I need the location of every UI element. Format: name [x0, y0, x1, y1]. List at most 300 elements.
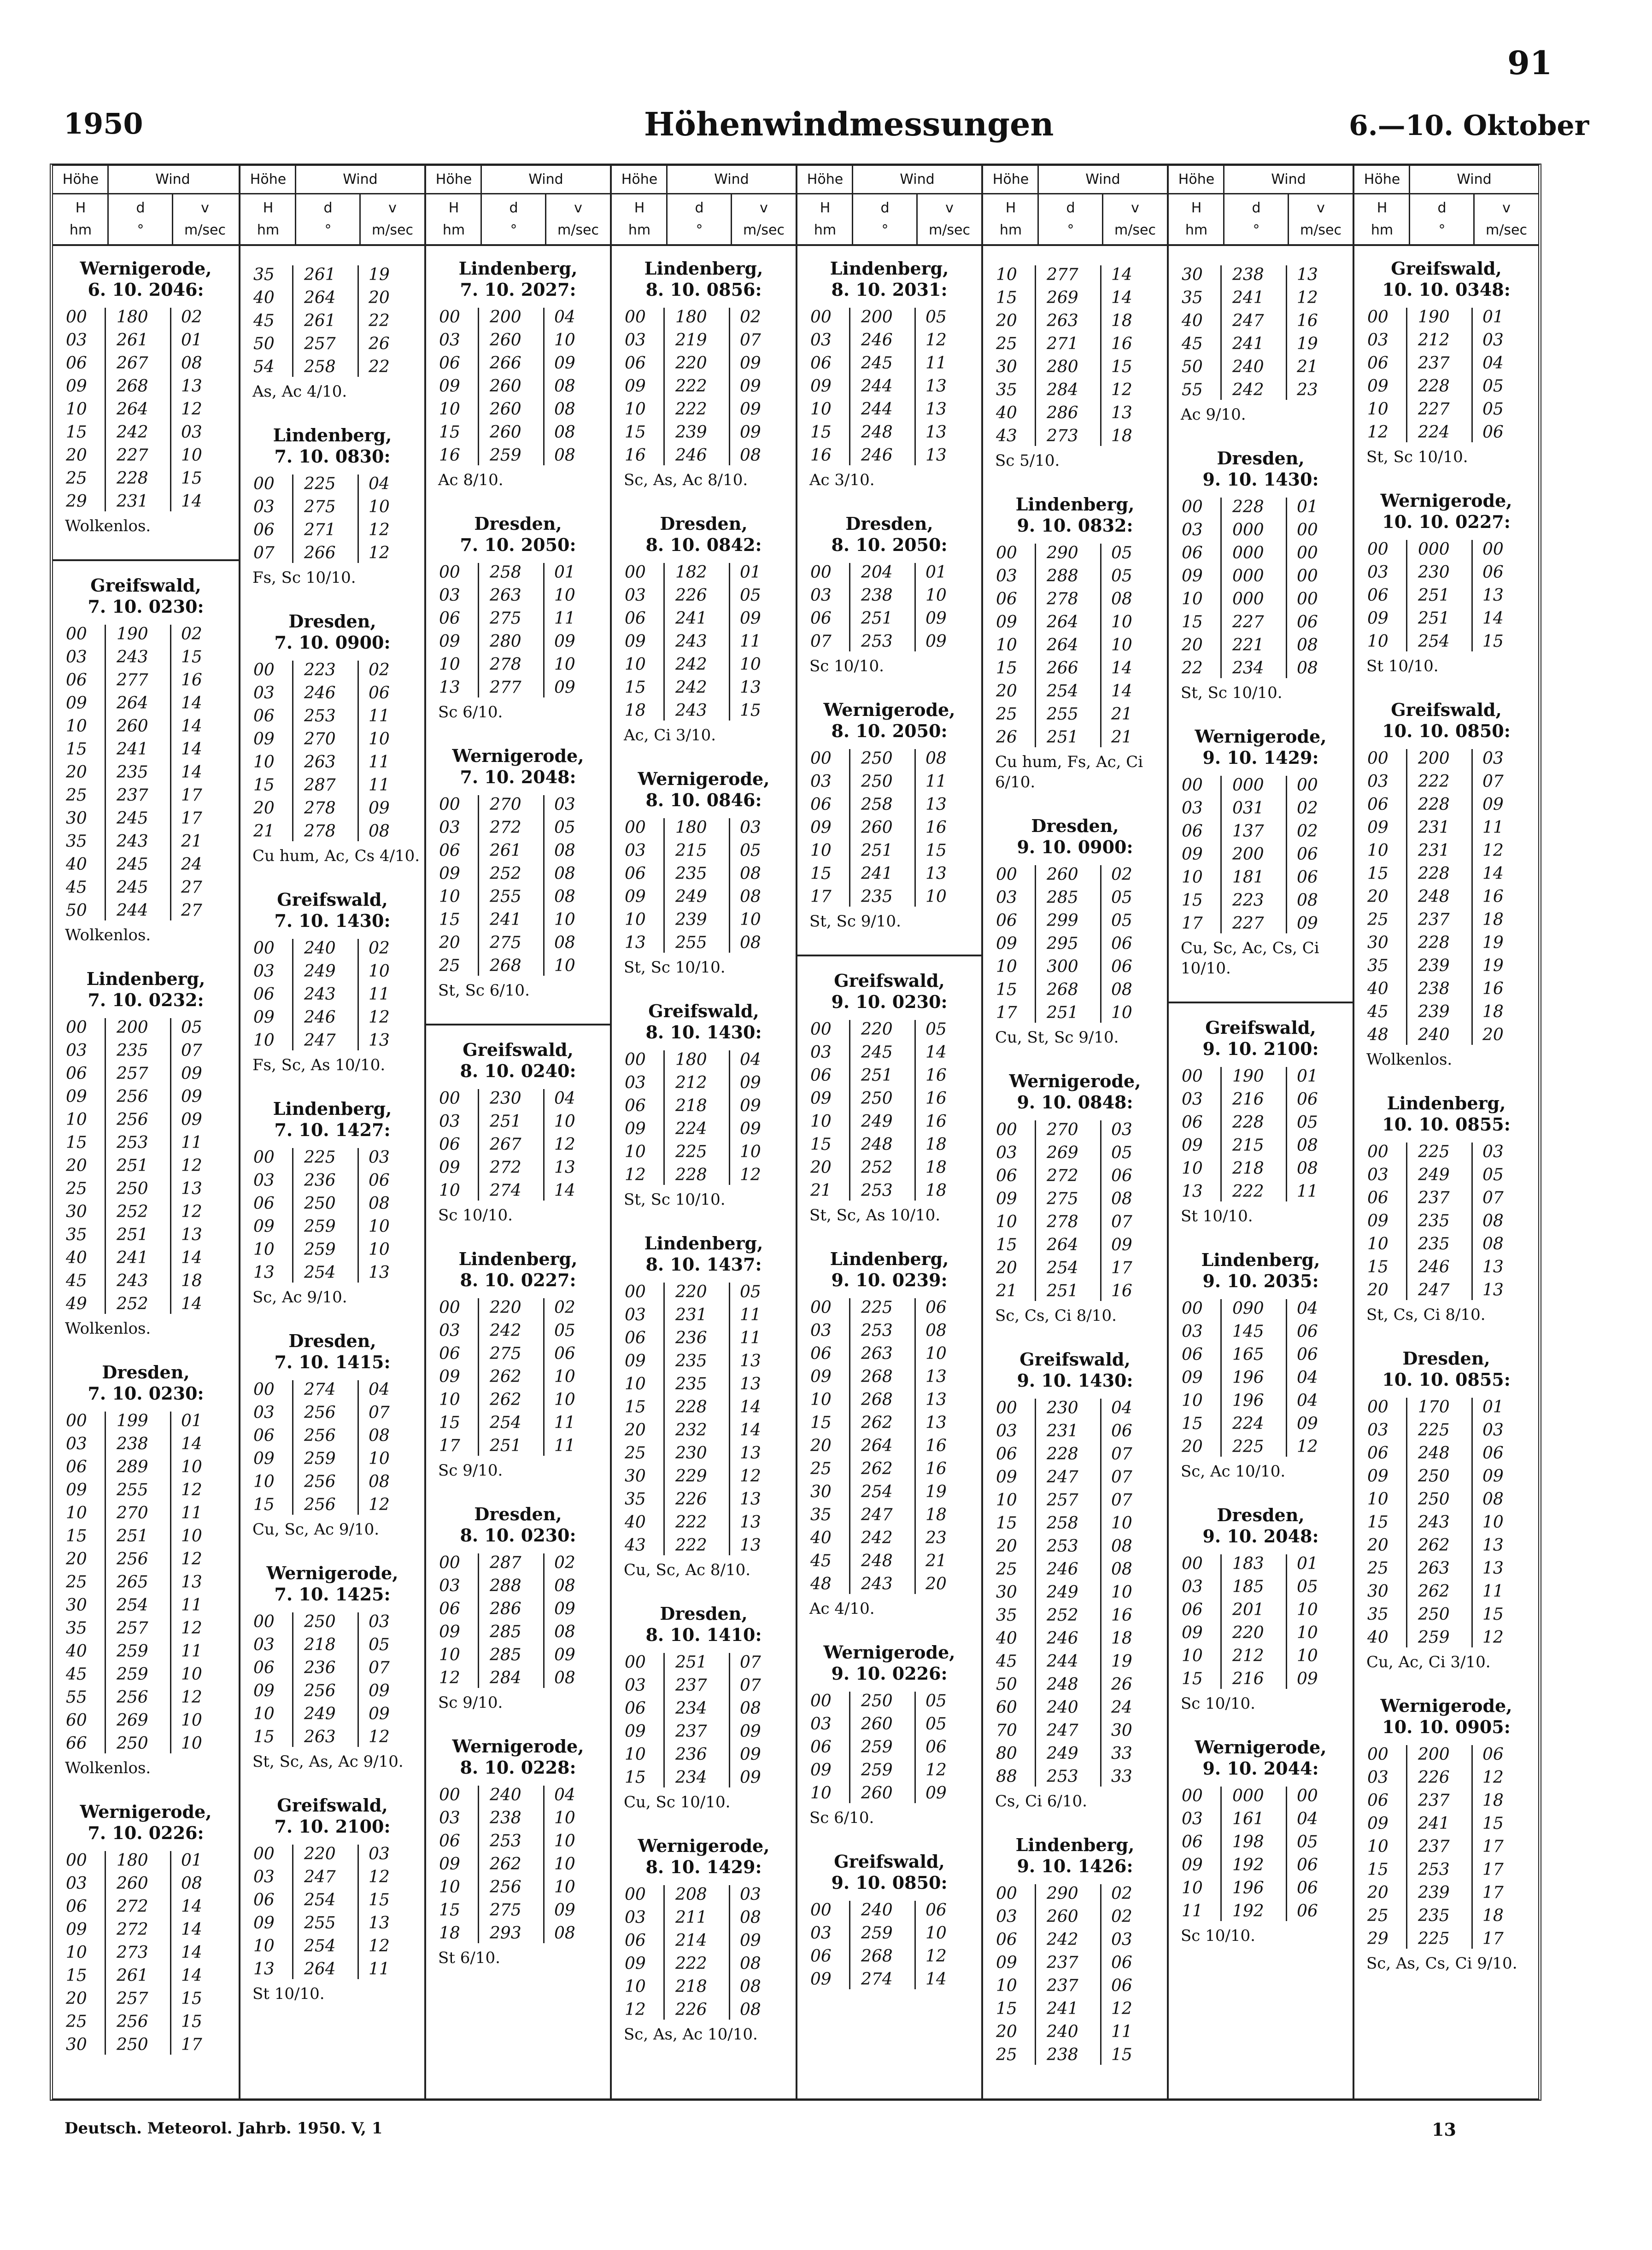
height-value: 00: [439, 1089, 460, 1108]
direction-value: 254: [490, 1413, 521, 1432]
direction-value: 215: [1232, 1136, 1264, 1155]
table-row: [1354, 1904, 1538, 1928]
table-row: [983, 863, 1167, 886]
speed-value: 19: [1482, 956, 1504, 975]
speed-value: 13: [926, 377, 947, 396]
direction-value: 248: [1418, 1444, 1450, 1463]
height-value: 15: [66, 423, 87, 442]
station-block: [1169, 264, 1353, 425]
table-row: [53, 2033, 239, 2057]
speed-value: 11: [1482, 818, 1504, 837]
height-value: 25: [66, 469, 87, 488]
direction-value: 245: [861, 354, 893, 373]
speed-value: 02: [1111, 1884, 1132, 1903]
speed-value: 08: [1111, 1537, 1132, 1556]
direction-value: 238: [1418, 979, 1450, 998]
height-value: 06: [66, 354, 87, 373]
table-row: [797, 444, 981, 467]
speed-value: 05: [1297, 1833, 1318, 1852]
speed-value: 09: [740, 1096, 761, 1115]
table-row: [53, 623, 239, 646]
height-value: 21: [996, 1282, 1017, 1301]
direction-value: 253: [1047, 1767, 1078, 1786]
height-value: 25: [810, 1459, 832, 1478]
station-datetime: 9. 10. 0239:: [831, 1270, 948, 1290]
height-value: 15: [1182, 891, 1203, 910]
height-value: 16: [810, 446, 832, 465]
direction-value: 170: [1418, 1398, 1450, 1417]
speed-value: 10: [554, 910, 575, 929]
speed-value: 08: [740, 1908, 761, 1927]
speed-value: 08: [740, 1977, 761, 1996]
table-row: [797, 352, 981, 375]
table-row: [983, 634, 1167, 657]
sheet-number: 13: [1432, 2119, 1456, 2140]
direction-value: 182: [675, 563, 707, 582]
direction-value: 211: [675, 1908, 707, 1927]
height-value: 16: [625, 446, 646, 465]
speed-value: 12: [181, 1481, 202, 1500]
table-row: [797, 1527, 981, 1550]
table-row: [1354, 1881, 1538, 1904]
station-datetime: 10. 10. 0850:: [1382, 721, 1511, 741]
direction-value: 237: [1418, 1837, 1450, 1856]
table-row: [1169, 1900, 1353, 1923]
table-row: [53, 1895, 239, 1918]
speed-value: 09: [740, 1722, 761, 1741]
height-value: 30: [996, 357, 1017, 376]
table-row: [797, 1296, 981, 1319]
speed-value: 18: [926, 1506, 947, 1524]
table-row: [612, 1373, 796, 1396]
table-row: [1354, 306, 1538, 329]
speed-value: 13: [1482, 1281, 1504, 1300]
speed-value: 09: [554, 632, 575, 651]
height-value: 29: [1367, 1929, 1388, 1948]
direction-value: 244: [861, 400, 893, 419]
height-value: 00: [625, 563, 646, 582]
direction-value: 277: [490, 678, 521, 697]
speed-value: 07: [1482, 772, 1504, 791]
measurement-list: [983, 1397, 1167, 1788]
table-row: [1169, 356, 1353, 379]
speed-value: 14: [1482, 864, 1504, 883]
station-block: [797, 1248, 981, 1619]
height-value: 48: [810, 1575, 832, 1594]
direction-value: 268: [490, 956, 521, 975]
height-value: 09: [1367, 1467, 1388, 1486]
cloud-note: Cu, St, Sc 9/10.: [995, 1028, 1119, 1047]
header-v: v: [945, 200, 954, 216]
measurement-list: [240, 937, 424, 1052]
direction-value: 228: [675, 1166, 707, 1184]
height-value: 40: [66, 1248, 87, 1267]
direction-value: 260: [490, 331, 521, 350]
speed-value: 08: [554, 423, 575, 442]
speed-value: 03: [369, 1612, 390, 1631]
table-row: [983, 657, 1167, 680]
speed-value: 03: [1482, 749, 1504, 768]
speed-value: 13: [1482, 1559, 1504, 1578]
speed-value: 13: [1482, 586, 1504, 605]
measurement-list: [612, 816, 796, 955]
cloud-note: Sc, Cs, Ci 8/10.: [995, 1307, 1117, 1325]
station-name: Dresden,: [474, 1504, 562, 1524]
speed-value: 00: [1297, 776, 1318, 795]
speed-value: 07: [1111, 1445, 1132, 1464]
station-name: Greifswald,: [834, 1851, 945, 1872]
height-value: 03: [439, 818, 460, 837]
column-header: [53, 166, 239, 246]
speed-value: 04: [740, 1050, 761, 1069]
height-value: 20: [996, 1259, 1017, 1277]
table-row: [240, 983, 424, 1006]
speed-value: 03: [369, 1148, 390, 1167]
speed-value: 10: [1111, 1583, 1132, 1602]
header-hm: hm: [1185, 222, 1208, 238]
height-value: 06: [1367, 1189, 1388, 1207]
speed-value: 12: [1482, 841, 1504, 860]
speed-value: 27: [181, 878, 202, 897]
direction-value: 183: [1232, 1554, 1264, 1573]
table-row: [612, 1072, 796, 1095]
direction-value: 221: [1232, 636, 1264, 655]
direction-value: 252: [1047, 1606, 1078, 1625]
direction-value: 165: [1232, 1345, 1264, 1364]
height-value: 00: [1367, 540, 1388, 559]
table-row: [53, 467, 239, 490]
direction-value: 235: [117, 1041, 148, 1060]
direction-value: 248: [861, 1552, 893, 1570]
speed-value: 12: [369, 1008, 390, 1027]
speed-value: 33: [1111, 1767, 1132, 1786]
height-value: 03: [810, 586, 832, 605]
speed-value: 12: [369, 521, 390, 539]
height-value: 10: [439, 400, 460, 419]
height-value: 00: [996, 865, 1017, 884]
direction-value: 248: [861, 423, 893, 442]
table-row: [240, 1146, 424, 1169]
speed-value: 16: [1297, 311, 1318, 330]
speed-value: 10: [369, 962, 390, 981]
height-value: 20: [66, 763, 87, 782]
direction-value: 240: [861, 1901, 893, 1920]
table-row: [53, 1663, 239, 1686]
height-value: 40: [1367, 1628, 1388, 1647]
direction-value: 242: [1232, 381, 1264, 399]
direction-value: 267: [490, 1135, 521, 1154]
height-value: 15: [810, 864, 832, 883]
height-value: 06: [810, 1066, 832, 1085]
height-value: 03: [625, 841, 646, 860]
station-name: Lindenberg,: [1387, 1093, 1506, 1113]
height-value: 00: [810, 308, 832, 327]
speed-value: 15: [1111, 2045, 1132, 2064]
speed-value: 05: [554, 1321, 575, 1340]
table-row: [983, 979, 1167, 1002]
speed-value: 05: [1111, 1143, 1132, 1162]
height-value: 10: [439, 887, 460, 906]
direction-value: 225: [861, 1298, 893, 1317]
direction-value: 288: [1047, 567, 1078, 586]
station-name: Dresden,: [102, 1362, 190, 1383]
direction-value: 000: [1232, 567, 1264, 586]
speed-value: 21: [1111, 728, 1132, 747]
table-row: [426, 1412, 610, 1435]
speed-value: 08: [926, 749, 947, 768]
speed-value: 18: [1111, 427, 1132, 445]
direction-value: 244: [861, 377, 893, 396]
table-row: [797, 1133, 981, 1156]
height-value: 35: [66, 1225, 87, 1244]
direction-value: 190: [1232, 1067, 1264, 1086]
direction-value: 264: [304, 1960, 336, 1979]
height-value: 06: [1367, 1444, 1388, 1463]
direction-value: 256: [117, 2012, 148, 2031]
direction-value: 290: [1047, 1884, 1078, 1903]
cloud-note: Ac, Ci 3/10.: [624, 726, 716, 744]
height-value: 40: [996, 404, 1017, 422]
station-datetime: 7. 10. 0900:: [274, 632, 391, 653]
speed-value: 09: [740, 423, 761, 442]
height-value: 00: [439, 1553, 460, 1572]
speed-value: 19: [1297, 334, 1318, 353]
table-row: [53, 1456, 239, 1479]
table-row: [240, 1680, 424, 1703]
speed-value: 06: [1111, 1976, 1132, 1995]
table-row: [240, 1494, 424, 1517]
table-row: [426, 561, 610, 584]
table-row: [983, 333, 1167, 356]
table-row: [240, 1843, 424, 1866]
station-datetime: 7. 10. 0230:: [88, 1383, 204, 1404]
table-row: [1169, 1622, 1353, 1645]
speed-value: 06: [926, 1738, 947, 1757]
height-value: 15: [996, 288, 1017, 307]
speed-value: 10: [554, 586, 575, 605]
direction-value: 258: [304, 357, 336, 376]
direction-value: 255: [675, 933, 707, 952]
measurement-list: [1169, 1785, 1353, 1923]
height-value: 09: [625, 887, 646, 906]
station-name: Wernigerode,: [638, 1835, 770, 1856]
direction-value: 256: [117, 1087, 148, 1106]
speed-value: 09: [181, 1110, 202, 1129]
direction-value: 236: [675, 1745, 707, 1764]
table-row: [1169, 542, 1353, 565]
station-name: Greifswald,: [277, 889, 388, 910]
height-value: 17: [810, 887, 832, 906]
station-block: [240, 264, 424, 402]
table-row: [983, 680, 1167, 703]
table-row: [1169, 1065, 1353, 1088]
height-value: 06: [1182, 1113, 1203, 1132]
table-row: [797, 1759, 981, 1782]
column-body: [426, 258, 610, 1991]
direction-value: 192: [1232, 1902, 1264, 1921]
table-row: [1354, 816, 1538, 839]
speed-value: 23: [926, 1529, 947, 1547]
speed-value: 11: [181, 1642, 202, 1661]
speed-value: 13: [926, 423, 947, 442]
measurement-list: [797, 1690, 981, 1805]
height-value: 35: [1182, 288, 1203, 307]
speed-value: 12: [1482, 1628, 1504, 1647]
direction-value: 031: [1232, 799, 1264, 818]
direction-value: 245: [117, 809, 148, 828]
station-datetime: 7. 10. 0232:: [88, 990, 204, 1010]
table-row: [240, 1657, 424, 1680]
table-row: [983, 1466, 1167, 1489]
speed-value: 22: [369, 311, 390, 330]
height-value: 10: [625, 910, 646, 929]
table-row: [612, 584, 796, 607]
table-row: [1354, 1743, 1538, 1766]
speed-value: 09: [740, 609, 761, 628]
station-block: [1354, 490, 1538, 676]
direction-value: 224: [1232, 1414, 1264, 1433]
height-value: 03: [1182, 1577, 1203, 1596]
table-row: [1169, 1785, 1353, 1808]
table-row: [1169, 1553, 1353, 1576]
header-v: v: [201, 200, 209, 216]
speed-value: 14: [1111, 288, 1132, 307]
speed-value: 01: [1482, 1398, 1504, 1417]
direction-value: 218: [675, 1977, 707, 1996]
speed-value: 10: [926, 586, 947, 605]
direction-value: 235: [675, 864, 707, 883]
measurement-list: [240, 1611, 424, 1749]
speed-value: 20: [369, 288, 390, 307]
table-row: [240, 519, 424, 542]
table-row: [240, 774, 424, 797]
table-row: [1169, 1157, 1353, 1180]
table-row: [426, 1899, 610, 1922]
table-column: [424, 166, 610, 2098]
table-row: [240, 1958, 424, 1981]
table-row: [426, 1342, 610, 1365]
height-value: 10: [996, 636, 1017, 655]
table-row: [1354, 1141, 1538, 1164]
speed-value: 11: [1482, 1582, 1504, 1601]
measurement-list: [53, 306, 239, 513]
direction-value: 218: [304, 1635, 336, 1654]
height-value: 09: [810, 1089, 832, 1108]
station-block: [983, 1071, 1167, 1326]
measurement-list: [1169, 1553, 1353, 1691]
direction-value: 204: [861, 563, 893, 582]
height-value: 06: [1367, 795, 1388, 814]
height-value: 10: [253, 1472, 275, 1491]
height-value: 40: [1182, 311, 1203, 330]
direction-value: 262: [1418, 1536, 1450, 1555]
table-row: [240, 751, 424, 774]
speed-value: 12: [1111, 381, 1132, 399]
direction-value: 238: [117, 1435, 148, 1453]
speed-value: 13: [181, 1225, 202, 1244]
direction-value: 262: [490, 1390, 521, 1409]
height-value: 66: [66, 1734, 87, 1753]
table-row: [426, 1853, 610, 1876]
table-row: [797, 607, 981, 630]
direction-value: 235: [675, 1352, 707, 1371]
speed-value: 06: [1482, 563, 1504, 582]
height-value: 00: [1367, 308, 1388, 327]
header-hoehe: Höhe: [992, 171, 1029, 188]
header-d: d: [695, 200, 704, 216]
speed-value: 09: [1111, 1236, 1132, 1254]
table-row: [240, 728, 424, 751]
speed-value: 12: [554, 1135, 575, 1154]
height-value: 06: [810, 795, 832, 814]
header-msec: m/sec: [557, 222, 599, 238]
table-row: [1354, 630, 1538, 653]
speed-value: 06: [1482, 1444, 1504, 1463]
height-value: 09: [1182, 1136, 1203, 1155]
station-block: [797, 258, 981, 490]
direction-value: 220: [675, 1283, 707, 1301]
direction-value: 222: [675, 1513, 707, 1532]
station-datetime: 7. 10. 2050:: [460, 534, 576, 555]
speed-value: 01: [1297, 498, 1318, 516]
table-row: [797, 421, 981, 444]
measurement-list: [797, 561, 981, 653]
height-value: 10: [625, 1143, 646, 1161]
header-h: H: [1377, 200, 1388, 216]
table-column: [1353, 166, 1538, 2098]
station-name: Lindenberg,: [1015, 1834, 1135, 1855]
direction-value: 225: [1418, 1929, 1450, 1948]
direction-value: 251: [117, 1156, 148, 1175]
speed-value: 01: [1297, 1067, 1318, 1086]
cloud-note: Fs, Sc, As 10/10.: [252, 1056, 386, 1074]
direction-value: 240: [1418, 1025, 1450, 1044]
direction-value: 200: [1232, 845, 1264, 864]
table-row: [983, 565, 1167, 588]
table-row: [983, 1119, 1167, 1142]
speed-value: 11: [740, 1306, 761, 1324]
table-column: [53, 166, 239, 2098]
station-name: Wernigerode,: [638, 768, 770, 789]
table-row: [1169, 1111, 1353, 1134]
header-h: H: [75, 200, 86, 216]
speed-value: 07: [740, 331, 761, 350]
speed-value: 13: [740, 1375, 761, 1394]
direction-value: 242: [1047, 1930, 1078, 1949]
table-row: [426, 1319, 610, 1342]
height-value: 10: [66, 1110, 87, 1129]
header-deg: °: [881, 222, 889, 238]
height-value: 30: [996, 1583, 1017, 1602]
cloud-note: St, Cs, Ci 8/10.: [1366, 1306, 1486, 1324]
speed-value: 06: [1297, 868, 1318, 887]
height-value: 10: [996, 265, 1017, 284]
table-row: [1169, 1180, 1353, 1203]
speed-value: 08: [1111, 980, 1132, 999]
station-datetime: 7. 10. 1415:: [274, 1352, 391, 1372]
height-value: 20: [66, 446, 87, 465]
speed-value: 04: [554, 308, 575, 327]
table-row: [53, 1247, 239, 1270]
height-value: 45: [66, 1665, 87, 1684]
speed-value: 13: [740, 1444, 761, 1463]
station-name: Lindenberg,: [458, 1248, 578, 1269]
table-row: [240, 1238, 424, 1261]
cloud-note: St, Sc 10/10.: [624, 958, 726, 977]
table-row: [612, 444, 796, 467]
speed-value: 06: [1111, 957, 1132, 976]
table-row: [426, 398, 610, 421]
